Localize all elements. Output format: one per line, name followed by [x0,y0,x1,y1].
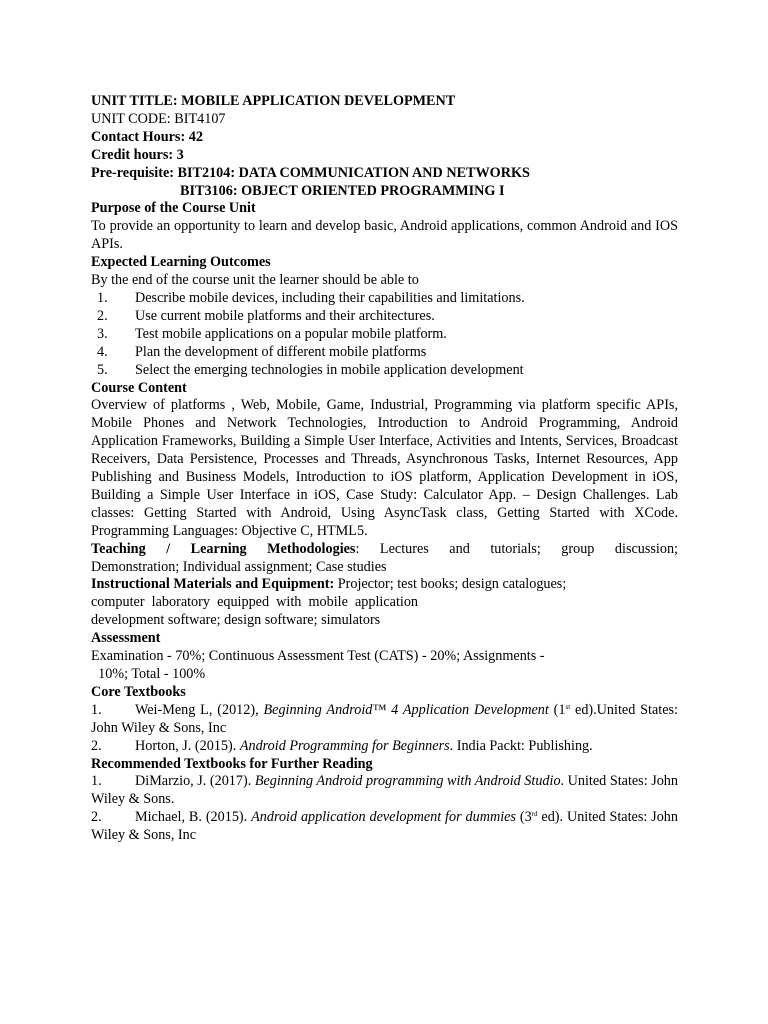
prerequisite-first: BIT2104: DATA COMMUNICATION AND NETWORKS [177,164,530,181]
content-text: Overview of platforms , Web, Mobile, Game, Industrial, Programming via platform specific APIs, Mobile Phones and Network Technologies, Introduction to Android Programming, Android Application Frameworks, Building a Simple User Interface, Activities and Intents, Services, Broadcast Receivers, Data Persistence, Processes and Threads, Asynchronous Tasks, Internet Resources, App Publishing and Business Models, Introduction to iOS platform, Application Development in iOS, Building a Simple User Interface in iOS, Case Study: Calculator App. – Design Challenges. Lab classes: Getting Started with Android, Using AsyncTask class, Getting Started with XCode. Programming Languages: Objective C, HTML5. [91,397,678,539]
list-item [91,326,678,344]
course-outline [91,93,678,845]
prerequisite [91,165,678,183]
reference-item [91,773,678,809]
list-item [91,290,678,308]
assessment-text-cont: 10%; Total - 100% [91,666,206,682]
assessment-heading: Assessment [91,630,161,647]
methodologies-text-cont: Demonstration; Individual assignment; Case studies [91,558,387,575]
materials-text-cont: computer laboratory equipped with mobile application [91,594,419,611]
list-item-text: Use current mobile platforms and their architectures. [135,307,435,324]
reference-number: 1. [91,701,102,718]
reference-title: Beginning Android programming with Android Studio [254,773,561,790]
list-item-number: 4. [97,343,108,360]
reference-number: 2. [91,809,102,826]
outcomes-heading: Expected Learning Outcomes [91,254,271,271]
list-item-number: 5. [97,361,108,378]
reference-author: Michael, B. (2015). [135,809,252,826]
materials-text: Projector; test books; design catalogues; [334,576,567,593]
reference-edition-suffix: rd [531,810,538,819]
recommended-textbooks-heading: Recommended Textbooks for Further Reading [91,755,373,772]
list-item-text: Describe mobile devices, including their capabilities and limitations. [135,289,525,306]
assessment-text: Examination - 70%; Continuous Assessment Test (CATS) - 20%; Assignments - [91,648,545,665]
list-item-number: 2. [97,307,108,324]
reference-publisher: . United States: John Wiley & Sons. [91,773,678,808]
reference-edition: (3 [515,809,532,826]
list-item [91,362,678,380]
list-item-number: 1. [97,289,108,306]
methodologies-text: : Lectures and tutorials; group discussion; [355,540,678,557]
list-item [91,344,678,362]
purpose-text: To provide an opportunity to learn and develop basic, Android applications, common Android and IOS APIs. [91,218,678,253]
outcomes-intro: By the end of the course unit the learner should be able to [91,272,419,289]
reference-item [91,809,678,845]
reference-title: Android Programming for Beginners [239,737,450,754]
materials-text-end: development software; design software; simulators [91,612,381,629]
unit-title: UNIT TITLE: MOBILE APPLICATION DEVELOPMENT [91,93,456,109]
list-item-number: 3. [97,325,108,342]
core-textbooks-heading: Core Textbooks [91,683,186,700]
list-item-text: Select the emerging technologies in mobile application development [135,361,524,378]
contact-hours: Contact Hours: 42 [91,128,203,145]
list-item-text: Plan the development of different mobile platforms [135,343,427,360]
unit-code: UNIT CODE: BIT4107 [91,110,226,127]
reference-item [91,738,678,756]
reference-title: Beginning Android™ 4 Application Development [263,701,549,718]
list-item-text: Test mobile applications on a popular mobile platform. [135,325,447,342]
reference-author: Wei-Meng L, (2012), [135,701,264,718]
reference-edition-suffix: st [565,702,571,711]
prerequisite-second: BIT3106: OBJECT ORIENTED PROGRAMMING I [180,182,505,199]
reference-publisher: . India Packt: Publishing. [449,737,593,754]
reference-number: 1. [91,773,102,790]
outcomes-list [91,290,678,380]
list-item [91,308,678,326]
content-heading: Course Content [91,379,187,396]
materials-line [91,576,678,594]
reference-author: DiMarzio, J. (2017). [135,773,255,790]
reference-publisher: ed).United States: John Wiley & Sons, Inc [91,701,678,736]
methodologies-label: Teaching / Learning Methodologies [91,540,356,557]
reference-publisher: ed). United States: John Wiley & Sons, Inc [91,809,678,844]
methodologies-line [91,541,678,559]
reference-author: Horton, J. (2015). [135,737,240,754]
materials-label: Instructional Materials and Equipment: [91,576,335,593]
reference-title: Android application development for dummies [251,809,516,826]
reference-edition: (1 [548,701,566,718]
reference-number: 2. [91,737,102,754]
prerequisite-label: Pre-requisite: [91,164,178,181]
credit-hours: Credit hours: 3 [91,146,184,163]
reference-item [91,702,678,738]
purpose-heading: Purpose of the Course Unit [91,200,256,217]
